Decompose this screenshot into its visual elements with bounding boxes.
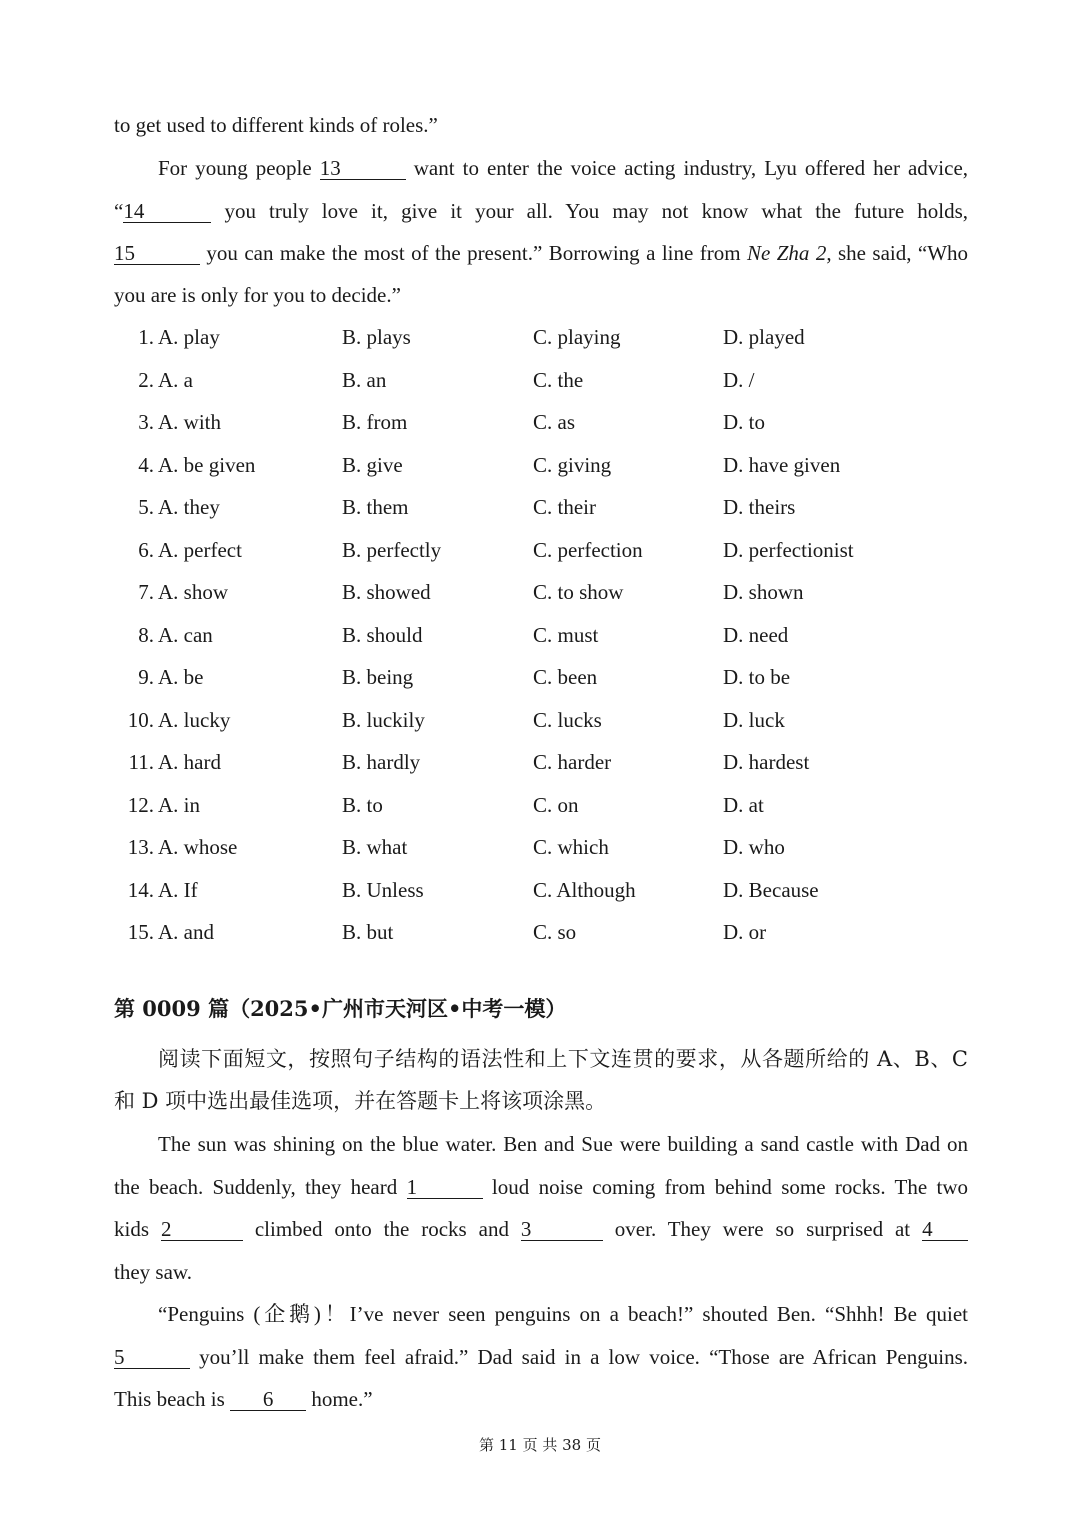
text: you are is only for you to decide.” <box>114 283 401 307</box>
option-d: D. Because <box>723 877 819 902</box>
option-d: D. luck <box>723 707 785 732</box>
option-a: A. whose <box>158 835 238 859</box>
option-b: B. give <box>342 452 403 477</box>
option-row <box>114 832 974 862</box>
option-d: D. perfectionist <box>723 537 854 562</box>
option-a: A. and <box>158 920 214 944</box>
option-a: A. they <box>158 495 220 519</box>
text: over. They were so surprised at <box>614 1217 911 1241</box>
option-d: D. hardest <box>723 750 810 774</box>
passage-line <box>114 238 968 268</box>
option-d: D. or <box>723 920 767 944</box>
question-number: 2. <box>138 367 154 392</box>
answer-blank-3: 3 <box>521 1218 603 1241</box>
question-number: 12. <box>127 792 154 817</box>
option-d: D. / <box>723 367 755 392</box>
passage-line <box>114 1172 968 1202</box>
option-row <box>114 790 974 820</box>
question-number: 1. <box>138 325 154 349</box>
option-d: D. played <box>723 325 805 349</box>
option-c: C. must <box>533 622 599 647</box>
option-c: C. perfection <box>533 537 643 562</box>
option-row <box>114 407 974 437</box>
question-number: 5. <box>138 495 154 519</box>
passage-line <box>114 196 968 226</box>
italic-title: Ne Zha 2 <box>746 241 827 265</box>
option-c: C. the <box>533 367 584 392</box>
option-b: B. plays <box>342 325 411 349</box>
question-number: 7. <box>138 580 154 604</box>
option-b: B. them <box>342 495 409 519</box>
option-c: C. playing <box>533 325 621 349</box>
text: kids <box>114 1217 150 1241</box>
answer-blank-4: 4 <box>922 1218 968 1241</box>
option-a: A. lucky <box>158 707 231 732</box>
option-a: A. a <box>158 367 193 392</box>
option-row <box>114 365 974 395</box>
option-row <box>114 662 974 692</box>
option-a: A. hard <box>158 750 221 774</box>
option-c: C. harder <box>533 750 612 774</box>
option-a: A. play <box>158 325 220 349</box>
option-row <box>114 875 974 905</box>
option-a: A. with <box>158 410 221 434</box>
text: home.” <box>311 1387 373 1411</box>
option-b: B. an <box>342 367 387 392</box>
passage-line: “Penguins (企鹅)！I’ve never seen penguins on a beach!” shouted Ben. “Shhh! Be quiet <box>158 1302 968 1326</box>
option-d: D. shown <box>723 580 804 604</box>
text: loud noise coming from behind some rocks. The two <box>491 1175 969 1199</box>
option-d: D. to be <box>723 665 791 689</box>
text: climbed onto the rocks and <box>254 1217 509 1241</box>
page-footer: 第 11 页 共 38 页 <box>478 1436 601 1454</box>
option-b: B. what <box>342 835 408 859</box>
section-heading: 第 0009 篇（2025•广州市天河区•中考一模） <box>114 996 567 1021</box>
text: , she said, “Who <box>826 241 969 265</box>
option-row <box>114 917 974 947</box>
text: the beach. Suddenly, they heard <box>114 1175 398 1199</box>
option-c: C. lucks <box>533 707 602 732</box>
option-row <box>114 577 974 607</box>
option-d: D. need <box>723 622 789 647</box>
question-number: 11. <box>128 750 154 774</box>
option-a: A. in <box>158 792 200 817</box>
option-d: D. have given <box>723 452 841 477</box>
text: you truly love it, give it your all. You may not know what the future holds, <box>224 199 969 223</box>
option-a: A. show <box>158 580 229 604</box>
text: For young people <box>158 156 312 180</box>
option-b: B. being <box>342 665 414 689</box>
answer-blank-13: 13 <box>320 157 406 180</box>
question-number: 3. <box>138 410 154 434</box>
question-number: 13. <box>127 835 154 859</box>
option-b: B. perfectly <box>342 537 442 562</box>
option-d: D. theirs <box>723 495 796 519</box>
option-a: A. can <box>158 622 213 647</box>
question-number: 10. <box>127 707 154 732</box>
option-d: D. who <box>723 835 785 859</box>
option-c: C. as <box>533 410 575 434</box>
option-a: A. If <box>158 877 198 902</box>
text: you’ll make them feel afraid.” Dad said in a low voice. “Those are African Penguins. <box>199 1345 969 1369</box>
question-number: 9. <box>138 665 154 689</box>
question-number: 8. <box>138 622 154 647</box>
option-a: A. be <box>158 665 204 689</box>
passage-line <box>114 280 968 310</box>
option-b: B. but <box>342 920 394 944</box>
option-c: C. to show <box>533 580 624 604</box>
option-row <box>114 705 974 735</box>
passage-line <box>114 1384 968 1414</box>
option-row <box>114 492 974 522</box>
passage-line <box>114 110 968 140</box>
option-c: C. which <box>533 835 609 859</box>
answer-blank-1: 1 <box>407 1176 483 1199</box>
text: you can make the most of the present.” Borrowing a line from <box>206 241 741 265</box>
option-row <box>114 322 974 352</box>
passage-line <box>158 153 968 183</box>
option-c: C. giving <box>533 452 612 477</box>
text: This beach is <box>114 1387 225 1411</box>
option-c: C. been <box>533 665 598 689</box>
option-a: A. be given <box>158 452 256 477</box>
answer-blank-14: 14 <box>123 200 211 223</box>
option-b: B. luckily <box>342 707 425 732</box>
question-number: 4. <box>138 452 154 477</box>
answer-blank-15: 15 <box>114 242 200 265</box>
passage-line: they saw. <box>114 1260 192 1284</box>
option-c: C. Although <box>533 877 636 902</box>
question-number: 14. <box>127 877 154 902</box>
passage-line: The sun was shining on the blue water. Ben and Sue were building a sand castle with Dad on <box>158 1132 968 1156</box>
text: “ <box>114 199 124 223</box>
option-d: D. at <box>723 792 764 817</box>
option-a: A. perfect <box>158 537 242 562</box>
passage-line <box>114 1342 968 1372</box>
option-row <box>114 747 974 777</box>
answer-blank-2: 2 <box>161 1218 243 1241</box>
instruction-line: 阅读下面短文，按照句子结构的语法性和上下文连贯的要求，从各题所给的 A、B、C <box>158 1047 968 1071</box>
text: want to enter the voice acting industry, Lyu offered her advice, <box>413 156 969 180</box>
option-b: B. hardly <box>342 750 421 774</box>
instruction-line: 和 D 项中选出最佳选项，并在答题卡上将该项涂黑。 <box>114 1089 607 1113</box>
option-c: C. on <box>533 792 579 817</box>
question-number: 15. <box>127 920 154 944</box>
option-c: C. their <box>533 495 596 519</box>
option-c: C. so <box>533 920 577 944</box>
passage-line <box>114 1214 968 1244</box>
text: to get used to different kinds of roles.” <box>114 113 438 137</box>
option-row <box>114 535 974 565</box>
question-number: 6. <box>138 537 154 562</box>
answer-blank-6: 6 <box>230 1388 306 1411</box>
option-b: B. Unless <box>342 877 424 902</box>
option-b: B. from <box>342 410 408 434</box>
option-row <box>114 450 974 480</box>
option-b: B. to <box>342 792 383 817</box>
option-b: B. showed <box>342 580 431 604</box>
option-row <box>114 620 974 650</box>
answer-blank-5: 5 <box>114 1346 190 1369</box>
option-d: D. to <box>723 410 765 434</box>
option-b: B. should <box>342 622 423 647</box>
